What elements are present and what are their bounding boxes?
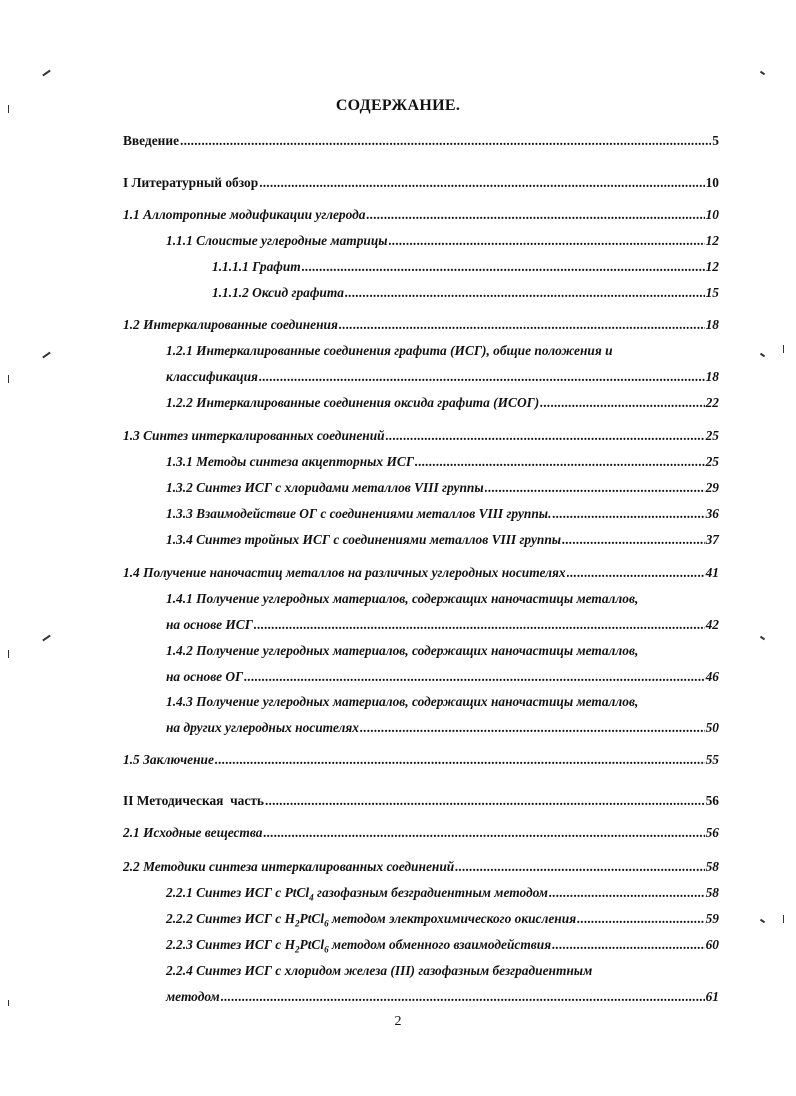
toc-entry-text: 1.1.1.2 Оксид графита — [212, 285, 344, 300]
toc-entry-1-1-1-1 — [212, 257, 719, 277]
toc-leader-dots — [552, 935, 705, 955]
toc-leader-dots — [263, 823, 704, 843]
toc-page-number: 25 — [705, 428, 719, 443]
toc-entry-1-4-2-line2 — [166, 667, 719, 687]
toc-entry-1-4-3-line2 — [166, 718, 719, 738]
toc-leader-dots — [215, 750, 705, 770]
toc-entry-text: 1.2.2 Интеркалированные соединения оксида графита (ИСОГ) — [166, 395, 540, 410]
scan-mark — [42, 635, 51, 642]
toc-entry-text: методом — [166, 989, 220, 1004]
toc-entry-text: 1.1.1.1 Графит — [212, 259, 301, 274]
toc-entry-1-4-1-line1 — [166, 589, 719, 609]
toc-leader-dots — [345, 283, 705, 303]
scan-mark — [42, 70, 51, 77]
toc-leader-dots — [221, 987, 705, 1007]
toc-page-number: 58 — [705, 885, 719, 900]
toc-entry-1-3-2 — [166, 478, 719, 498]
toc-entry-2-2-4-line2 — [166, 987, 719, 1007]
toc-page-number: 55 — [705, 752, 719, 767]
toc-page-number: 58 — [705, 859, 719, 874]
toc-leader-dots — [577, 909, 705, 929]
toc-entry-part2 — [123, 791, 719, 811]
toc-entry-1-1 — [123, 205, 719, 225]
toc-page-number: 12 — [705, 259, 719, 274]
toc-entry-text: 1.1.1 Слоистые углеродные матрицы — [166, 233, 388, 248]
scan-mark — [760, 919, 765, 924]
toc-page-number: 10 — [705, 207, 719, 222]
toc-entry-1-1-1 — [166, 231, 719, 251]
toc-page-number: 5 — [712, 133, 719, 148]
toc-leader-dots — [302, 257, 705, 277]
page-number: 2 — [394, 1014, 402, 1029]
scan-mark — [8, 650, 9, 658]
toc-entry-text: I Литературный обзор — [123, 175, 259, 190]
toc-entry-1-4-3-line1 — [166, 692, 719, 712]
toc-leader-dots — [552, 504, 704, 524]
toc-page-number: 10 — [705, 175, 719, 190]
toc-entry-text: 1.5 Заключение — [123, 752, 214, 767]
toc-leader-dots — [180, 131, 711, 151]
toc-leader-dots — [389, 231, 705, 251]
toc-page-number: 29 — [705, 480, 719, 495]
toc-entry-1-3-1 — [166, 452, 719, 472]
toc-entry-text: 1.1 Аллотропные модификации углерода — [123, 207, 366, 222]
toc-entry-1-1-1-2 — [212, 283, 719, 303]
toc-page-number: 56 — [705, 825, 719, 840]
toc-page-number: 15 — [705, 285, 719, 300]
toc-leader-dots — [244, 667, 704, 687]
toc-entry-text: на основе ИСГ — [166, 617, 253, 632]
toc-leader-dots — [265, 791, 705, 811]
toc-entry-text: II Методическая часть — [123, 793, 264, 808]
page-title: СОДЕРЖАНИЕ. — [335, 97, 461, 114]
toc-page-number: 22 — [705, 395, 719, 410]
toc-leader-dots — [259, 367, 705, 387]
toc-leader-dots — [567, 563, 705, 583]
toc-entry-1-2-1-line2 — [166, 367, 719, 387]
toc-leader-dots — [485, 478, 705, 498]
toc-entry-text: 2.2 Методики синтеза интеркалированных соединений — [123, 859, 455, 874]
toc-entry-2-2-1 — [166, 883, 719, 903]
toc-entry-1-4 — [123, 563, 719, 583]
toc-entry-1-4-1-line2 — [166, 615, 719, 635]
scan-mark — [760, 71, 765, 76]
toc-entry-part1 — [123, 173, 719, 193]
toc-entry-1-2-1-line1 — [166, 341, 719, 361]
toc-entry-text: 1.3.2 Синтез ИСГ с хлоридами металлов VIII группы — [166, 480, 484, 495]
toc-entry-text: классификация — [166, 369, 258, 384]
toc-entry-1-3-4 — [166, 530, 719, 550]
toc-entry-text: 1.3.4 Синтез тройных ИСГ с соединениями металлов VIII группы — [166, 532, 562, 547]
toc-entry-text: 1.4.2 Получение углеродных материалов, содержащих наночастицы металлов, — [166, 643, 639, 658]
toc-page-number: 25 — [705, 454, 719, 469]
toc-page-number: 56 — [705, 793, 719, 808]
toc-page-number: 12 — [705, 233, 719, 248]
toc-page-number: 18 — [705, 369, 719, 384]
toc-entry-2-2 — [123, 857, 719, 877]
toc-entry-2-2-4-line1 — [166, 961, 719, 981]
toc-entry-1-3 — [123, 426, 719, 446]
toc-entry-text: на основе ОГ — [166, 669, 244, 684]
scan-mark — [783, 915, 784, 923]
toc-entry-text: Введение — [123, 133, 180, 148]
toc-page-number: 37 — [705, 532, 719, 547]
toc-page-number: 46 — [705, 669, 719, 684]
toc-leader-dots — [254, 615, 705, 635]
toc-entry-text: 1.2 Интеркалированные соединения — [123, 317, 338, 332]
toc-page-number: 18 — [705, 317, 719, 332]
scan-mark — [8, 105, 9, 113]
toc-entry-text: 1.4 Получение наночастиц металлов на различных углеродных носителях — [123, 565, 566, 580]
toc-entry-text: 1.3 Синтез интеркалированных соединений — [123, 428, 385, 443]
toc-entry-text: на других углеродных носителях — [166, 720, 359, 735]
toc-leader-dots — [540, 393, 704, 413]
toc-entry-intro — [123, 131, 719, 151]
scan-mark — [783, 345, 784, 353]
toc-leader-dots — [455, 857, 704, 877]
toc-entry-text: 1.4.1 Получение углеродных материалов, содержащих наночастицы металлов, — [166, 591, 639, 606]
toc-leader-dots — [562, 530, 705, 550]
toc-leader-dots — [415, 452, 705, 472]
scan-mark — [8, 375, 9, 383]
scan-mark — [760, 353, 765, 358]
toc-entry-text: 2.2.2 Синтез ИСГ с $H_2PtCl_6$ методом электрохимического окисления — [166, 911, 577, 929]
toc-page-number: 36 — [705, 506, 719, 521]
toc-leader-dots — [259, 173, 704, 193]
toc-entry-text: 1.3.1 Методы синтеза акцепторных ИСГ — [166, 454, 414, 469]
toc-entry-text: 1.3.3 Взаимодействие ОГ с соединениями металлов VIII группы. — [166, 506, 552, 521]
toc-entry-1-2 — [123, 315, 719, 335]
toc-entry-1-3-3 — [166, 504, 719, 524]
toc-entry-text: 2.2.3 Синтез ИСГ с $H_2PtCl_6$ методом обменного взаимодействия — [166, 937, 552, 955]
toc-page-number: 50 — [705, 720, 719, 735]
toc-entry-text: 2.2.4 Синтез ИСГ с хлоридом железа (III) газофазным безградиентным — [166, 963, 593, 978]
toc-page-number: 61 — [705, 989, 719, 1004]
toc-page-number: 42 — [705, 617, 719, 632]
toc-page-number: 41 — [705, 565, 719, 580]
scan-mark — [42, 352, 51, 359]
toc-entry-2-2-2 — [166, 909, 719, 929]
toc-entry-1-5 — [123, 750, 719, 770]
toc-leader-dots — [339, 315, 705, 335]
toc-entry-2-2-3 — [166, 935, 719, 955]
scan-mark — [760, 636, 765, 641]
toc-entry-text: 2.2.1 Синтез ИСГ с PtCl$_4$ газофазным безградиентным методом — [166, 885, 548, 903]
toc-leader-dots — [386, 426, 705, 446]
toc-entry-text: 2.1 Исходные вещества — [123, 825, 263, 840]
toc-leader-dots — [366, 205, 704, 225]
toc-entry-text: 1.4.3 Получение углеродных материалов, содержащих наночастицы металлов, — [166, 694, 639, 709]
toc-entry-text: 1.2.1 Интеркалированные соединения графита (ИСГ), общие положения и — [166, 343, 613, 358]
toc-entry-1-2-2 — [166, 393, 719, 413]
toc-page-number: 60 — [705, 937, 719, 952]
toc-leader-dots — [360, 718, 705, 738]
toc-page-number: 59 — [705, 911, 719, 926]
toc-entry-2-1 — [123, 823, 719, 843]
toc-leader-dots — [549, 883, 705, 903]
toc-entry-1-4-2-line1 — [166, 641, 719, 661]
scan-mark — [8, 1000, 9, 1006]
